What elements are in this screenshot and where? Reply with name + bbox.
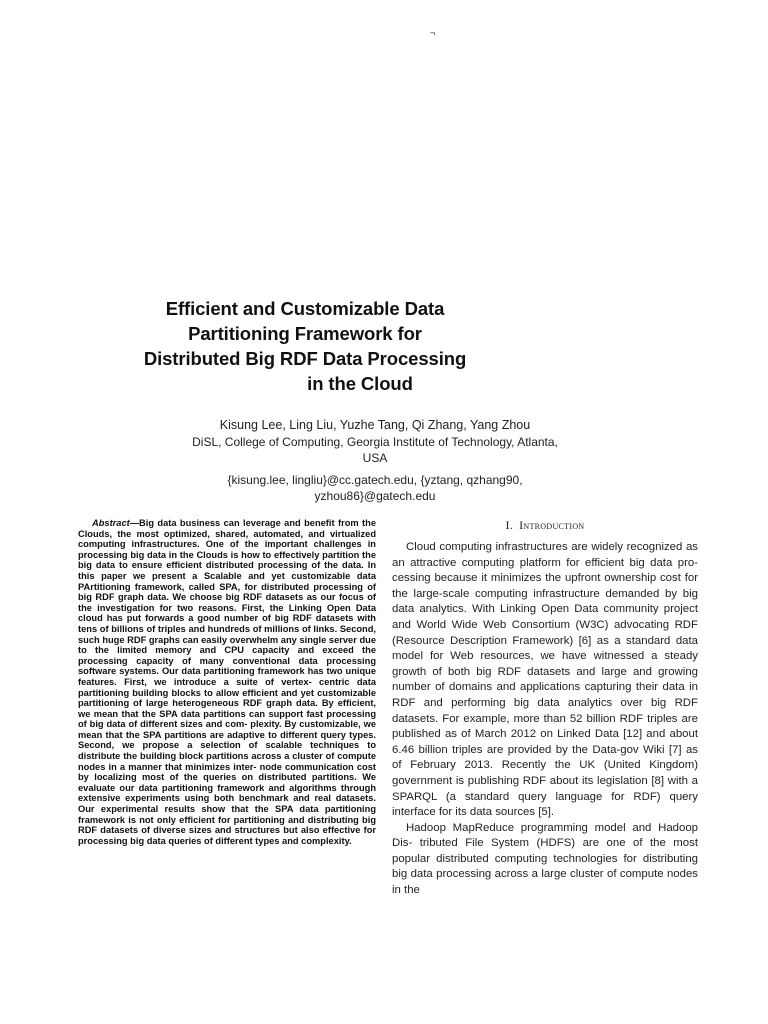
author-block <box>180 416 570 504</box>
affiliation-line-1: DiSL, College of Computing, Georgia Institute of Technology, Atlanta, <box>192 435 558 449</box>
title-line-4: in the Cloud <box>307 373 413 394</box>
section-number: I. <box>505 518 514 532</box>
author-emails <box>180 472 570 504</box>
introduction-section <box>392 518 698 899</box>
abstract <box>78 518 376 846</box>
author-names: Kisung Lee, Ling Liu, Yuzhe Tang, Qi Zhang, Yang Zhou <box>219 418 531 432</box>
section-title: Introduction <box>519 518 585 532</box>
paper-title <box>100 296 510 396</box>
title-line-3: Distributed Big RDF Data Processing <box>143 348 467 369</box>
abstract-body: Big data business can leverage and benefit from the Clouds, the most optimized, shared, automated, and virtualized computing infrastructures. One of the important challenges in processing big data in the Clouds is how to effectively partition the big data to ensure efficient distributed processing of the data. In this paper we present a Scalable and yet customizable data PArtitioning framework, called SPA, for distributed processing of big RDF graph data. We choose big RDF datasets as our focus of the investigation for two reasons. First, the Linking Open Data cloud has put forwards a good number of big RDF datasets with tens of billions of triples and hundreds of millions of links. Second, such huge RDF graphs can easily overwhelm any single server due to the limited memory and CPU capacity and exceed the processing capacity of many conventional data processing software systems. Our data partitioning framework has two unique features. First, we introduce a suite of vertex- centric data partitioning building blocks to allow efficient and yet customizable partitioning of large heterogeneous RDF graph data. By efficient, we mean that the SPA data partitions can support fast processing of big data of different sizes and com- plexity. By customizable, we mean that the SPA partitions are adaptive to different query types. Second, we propose a selection of scalable techniques to distribute the building block partitions across a cluster of compute nodes in a manner that minimizes inter- node communication cost by localizing most of the queries on distributed partitions. We evaluate our data partitioning framework and algorithms through extensive experiments using both benchmark and real datasets. Our experimental results show that the SPA data partitioning framework is not only efficient for partitioning and distributing big RDF datasets of diverse sizes and structures but also effective for processing big data queries of different types and complexity. <box>78 518 376 846</box>
intro-paragraph-2: Hadoop MapReduce programming model and Hadoop Dis- tributed File System (HDFS) are one of the most popular distributed computing technologies for distributing big data processing across a large cluster of compute nodes in the <box>392 821 698 897</box>
corner-mark: ¬ <box>430 28 436 38</box>
section-heading <box>392 518 698 532</box>
title-line-2: Partitioning Framework for <box>188 323 422 344</box>
abstract-dash: — <box>129 518 140 528</box>
affiliation-line-2: USA <box>362 451 388 465</box>
intro-paragraph-1: Cloud computing infrastructures are widely recognized as an attractive computing platform for efficient big data pro- cessing because it minimizes the upfront ownership cost for the large-scale computing infrastructure demanded by big data analytics. With Linking Open Data community project and World Wide Web Consortium (W3C) advocating RDF (Resource Description Framework) [6] as a standard data model for Web resources, we have witnessed a steady growth of both big RDF datasets and large and growing number of domains and applications capturing their data in RDF and performing big data analytics over big RDF datasets. For example, more than 52 billion RDF triples are published as of March 2012 on Linked Data [12] and about 6.46 billion triples are provided by the Data-gov Wiki [7] as of February 2013. Recently the UK (United Kingdom) government is publishing RDF about its legislation [8] with a SPARQL (a standard query language for RDF) query interface for its data sources [5]. <box>392 541 698 819</box>
email-line-2: yzhou86}@gatech.edu <box>314 489 436 503</box>
email-line-1: {kisung.lee, lingliu}@cc.gatech.edu, {yztang, qzhang90, <box>227 473 523 487</box>
abstract-lead: Abstract <box>92 518 130 528</box>
title-line-1: Efficient and Customizable Data <box>165 298 445 319</box>
